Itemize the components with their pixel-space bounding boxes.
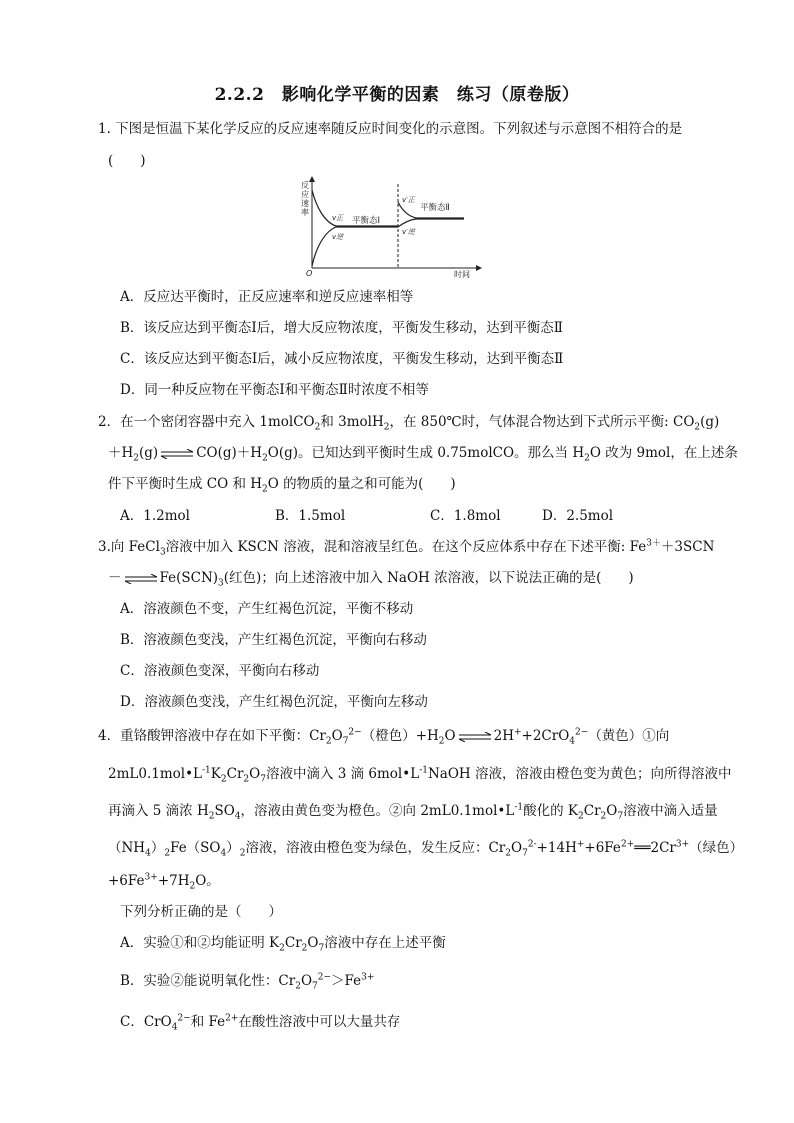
y-axis-label-3: 速	[301, 199, 309, 208]
q1-option-c: C．该反应达到平衡态Ⅰ后，减小反应物浓度，平衡发生移动，达到平衡态Ⅱ	[120, 351, 564, 367]
y-axis-arrow	[309, 176, 315, 182]
v-reverse-prime-label: v′逆	[402, 228, 415, 236]
q4-stem-line1: 4．重铬酸钾溶液中存在如下平衡：$Cr_2O_7^{2-}$（橙色）$+H_2O$ 2H++2CrO$_4^{2-}$（黄色）①向	[98, 727, 670, 747]
q3-option-a: A．溶液颜色不变，产生红褐色沉淀，平衡不移动	[120, 601, 414, 617]
q2-option-d: D．2.5mol	[542, 508, 614, 524]
q2-option-c: C．1.8mol	[430, 508, 501, 524]
x-axis-label: 时间	[454, 270, 470, 279]
q4-option-b: B．实验②能说明氧化性：$Cr_2O_7^{2-}>Fe^{3+}$	[120, 972, 375, 992]
q2-stem-line1: 2．在一个密闭容器中充入 1molCO$_2$和 3molH$_2$，在 850℃时，气体混合物达到下式所示平衡: $CO_2(g)$	[98, 414, 720, 433]
q3-option-d: D．溶液颜色变浅，产生红褐色沉淀，平衡向左移动	[120, 694, 428, 710]
q3-option-b: B．溶液颜色变浅，产生红褐色沉淀，平衡向右移动	[120, 632, 427, 648]
q4-option-a: A．实验①和②均能证明 $K_2Cr_2O_7$溶液中存在上述平衡	[120, 935, 446, 954]
v-forward-label: v正	[332, 214, 344, 222]
q2-stem-line3: 件下平衡时生成 CO 和 $H_2O$ 的物质的量之和可能为( )	[108, 476, 456, 495]
y-axis-label-2: 应	[301, 190, 309, 199]
equilibrium-arrow-icon	[457, 732, 493, 742]
v-reverse-label: v逆	[332, 233, 344, 241]
q4-intro: 下列分析正确的是（ ）	[120, 904, 282, 920]
q3-option-c: C．溶液颜色变深，平衡向右移动	[120, 663, 320, 679]
rate-time-graph	[298, 176, 488, 282]
q4-stem-line5: $+6Fe^{3+}+7H_2O$。	[108, 872, 220, 892]
page-title: 2.2.2 影响化学平衡的因素 练习（原卷版）	[214, 85, 580, 105]
q3-stem-line2: － $Fe(SCN)_3$(红色)；向上述溶液中加入 NaOH 浓溶液，以下说法正确的是( )	[108, 570, 634, 589]
y-axis-label-1: 反	[301, 181, 309, 190]
q4-option-c: C．CrO$_4^{2-}$和 $Fe^{2+}$在酸性溶液中可以大量共存	[120, 1013, 401, 1033]
reverse-rate-curve	[312, 227, 398, 266]
state2-label: 平衡态Ⅱ	[420, 203, 450, 213]
equilibrium-arrow-icon	[159, 449, 195, 459]
q3-stem-line1: 3.向 FeCl$_3$溶液中加入 KSCN 溶液，混和溶液呈红色。在这个反应体系中存在下述平衡: $Fe^{3+}+3SCN$	[98, 538, 715, 558]
q1-stem-line2: ( )	[108, 153, 146, 169]
state1-label: 平衡态Ⅰ	[352, 216, 381, 226]
q4-stem-line4: $(NH_4)_2Fe(SO_4)_2$溶液，溶液由橙色变为绿色，发生反应：$Cr_2O_7^{2-}+14H^++6Fe^{2+}══2Cr^{3+}$（绿色）	[108, 839, 744, 859]
y-axis-label-4: 率	[301, 208, 309, 217]
q1-stem-line1: 1. 下图是恒温下某化学反应的反应速率随反应时间变化的示意图。下列叙述与示意图不相符合的是	[98, 121, 683, 137]
q2-option-b: B．1.5mol	[275, 508, 346, 524]
v-forward-prime-label: v′正	[402, 196, 415, 204]
x-axis-arrow	[476, 265, 482, 271]
q1-option-d: D．同一种反应物在平衡态Ⅰ和平衡态Ⅱ时浓度不相等	[120, 382, 429, 398]
q2-option-a: A．1.2mol	[120, 508, 190, 524]
q4-stem-line3: 再滴入 5 滴浓 $H_2SO_4$，溶液由黄色变为橙色。②向 $2mL0.1mol•L^{-1}$酸化的 $K_2Cr_2O_7$溶液中滴入适量	[108, 802, 718, 822]
equilibrium-arrow-icon	[123, 574, 159, 584]
q2-stem-line2: $+H_2(g)$ $CO(g)+H_2O(g)$。已知达到平衡时生成 0.75molCO。那么当 $H_2O$ 改为 9mol，在上述条	[108, 445, 738, 464]
reverse-rate-prime-curve	[398, 219, 464, 227]
origin-label: O	[306, 269, 313, 278]
q1-option-b: B．该反应达到平衡态Ⅰ后，增大反应物浓度，平衡发生移动，达到平衡态Ⅱ	[120, 320, 563, 336]
q4-stem-line2: $2mL0.1mol•L^{-1}K_2Cr_2O_7$溶液中滴入 3 滴 $6mol•L^{-1}NaOH$ 溶液，溶液由橙色变为黄色；向所得溶液中	[108, 765, 732, 785]
q2-options	[120, 507, 613, 525]
q1-option-a: A．反应达平衡时，正反应速率和逆反应速率相等	[120, 289, 414, 305]
